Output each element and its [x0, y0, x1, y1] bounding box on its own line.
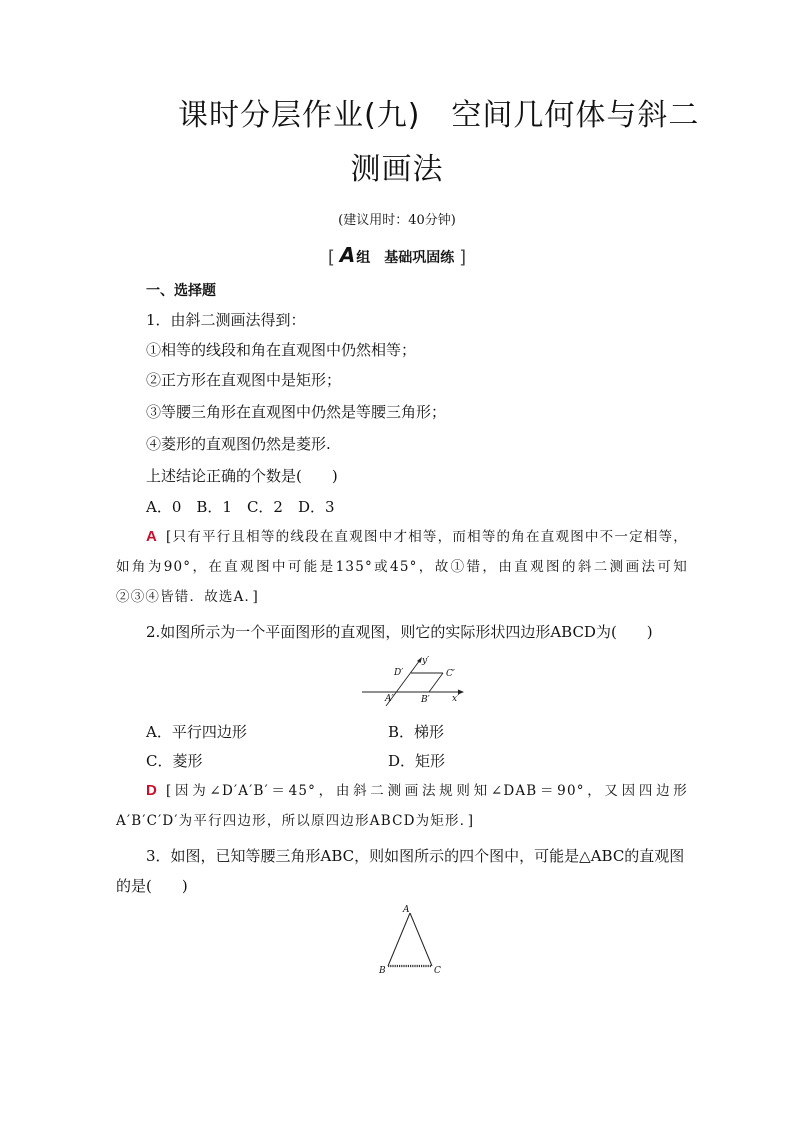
label-c: C — [434, 966, 441, 976]
q1-stem: 1．由斜二测画法得到： — [146, 311, 306, 329]
q3-triangle-figure — [372, 900, 452, 980]
q1-item-1: ①相等的线段和角在直观图中仍然相等； — [146, 341, 417, 359]
q1-answer: A — [146, 528, 159, 545]
q2-answer: D — [146, 782, 159, 799]
section-title: 一、选择题 — [146, 283, 216, 299]
segment-cb — [429, 673, 443, 692]
group-letter: A — [339, 243, 355, 267]
side-ab — [388, 913, 410, 966]
side-ac — [410, 913, 432, 966]
q3-stem: 3．如图，已知等腰三角形ABC，则如图所示的四个图中，可能是△ABC的直观图的是( ) — [116, 847, 685, 895]
q2-option-a: A．平行四边形 — [146, 723, 247, 741]
q1-ask: 上述结论正确的个数是( ) — [146, 467, 338, 485]
group-label: 组 基础巩固练 — [356, 250, 455, 266]
q2-option-b: B．梯形 — [388, 723, 445, 741]
time-hint: (建议用时：40分钟) — [338, 213, 456, 228]
label-a: A — [403, 905, 410, 915]
label-y: y′ — [422, 656, 430, 666]
group-bracket-left: [ — [327, 247, 335, 268]
q1-item-2: ②正方形在直观图中是矩形； — [146, 371, 342, 389]
page-title-continued: 测画法 — [350, 152, 444, 187]
q2-option-d: D．矩形 — [388, 752, 446, 770]
q2-oblique-figure — [360, 652, 470, 712]
q1-item-4: ④菱形的直观图仍然是菱形. — [146, 435, 331, 453]
q2-explanation: [因为∠D′A′B′＝45°，由斜二测画法规则知∠DAB＝90°，又因四边形A′B′C′D′为平行四边形，所以原四边形ABCD为矩形．] — [116, 783, 688, 829]
label-d: D′ — [394, 668, 404, 678]
q2-option-c: C．菱形 — [146, 752, 203, 770]
label-x: x′ — [452, 694, 460, 704]
label-a: A′ — [385, 694, 394, 704]
q2-stem: 2.如图所示为一个平面图形的直观图，则它的实际形状四边形ABCD为( ) — [146, 623, 653, 641]
q1-options: A．0 B．1 C．2 D．3 — [146, 498, 335, 516]
q1-explanation: [只有平行且相等的线段在直观图中才相等，而相等的角在直观图中不一定相等，如角为90°，在直观图中可能是135°或45°，故①错，由直观图的斜二测画法可知②③④皆错．故选A．] — [116, 529, 688, 605]
label-b: B′ — [421, 695, 430, 705]
q1-explanation-block — [116, 522, 688, 612]
q1-item-3: ③等腰三角形在直观图中仍然是等腰三角形； — [146, 403, 447, 421]
label-c: C′ — [446, 669, 455, 679]
label-b: B — [379, 966, 386, 976]
page-title: 课时分层作业(九) 空间几何体与斜二 — [178, 98, 700, 133]
q2-explanation-block — [116, 776, 688, 836]
group-bracket-right: ] — [459, 247, 467, 268]
group-heading — [0, 244, 794, 269]
